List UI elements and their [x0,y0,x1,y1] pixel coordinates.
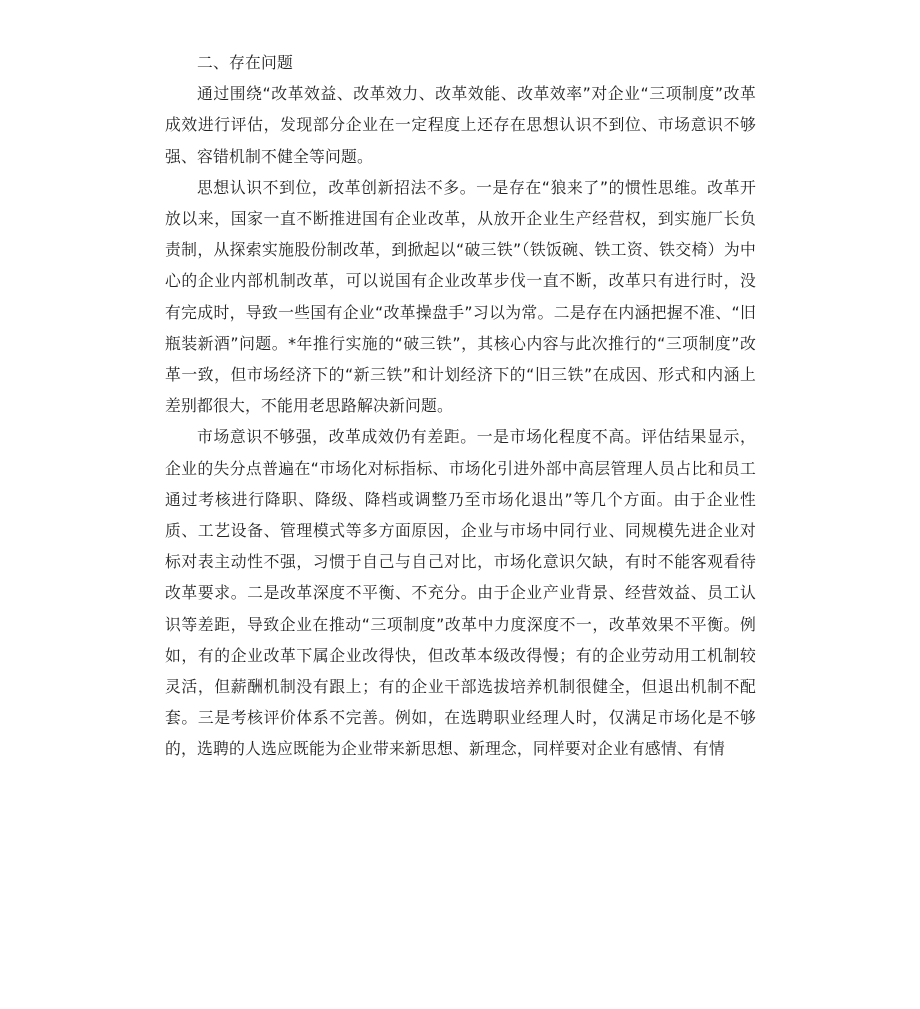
paragraph-thinking: 思想认识不到位，改革创新招法不多。一是存在“狼来了”的惯性思维。改革开放以来，国家一直不断推进国有企业改革，从放开企业生产经营权，到实施厂长负责制，从探索实施股份制改革，到掀起以“破三铁”（铁饭碗、铁工资、铁交椅）为中心的企业内部机制改革，可以说国有企业改革步伐一直不断，改革只有进行时，没有完成时，导致一些国有企业“改革操盘手”习以为常。二是存在内涵把握不准、“旧瓶装新酒”问题。*年推行实施的“破三铁”，其核心内容与此次推行的“三项制度”改革一致，但市场经济下的“新三铁”和计划经济下的“旧三铁”在成因、形式和内涵上差别都很大，不能用老思路解决新问题。 [165,177,756,416]
paragraph-overview: 通过围绕“改革效益、改革效力、改革效能、改革效率”对企业“三项制度”改革成效进行评估，发现部分企业在一定程度上还存在思想认识不到位、市场意识不够强、容错机制不健全等问题。 [165,84,756,166]
document-page [165,47,756,765]
section-heading: 二、存在问题 [197,53,293,72]
paragraph-market: 市场意识不够强，改革成效仍有差距。一是市场化程度不高。评估结果显示，企业的失分点普遍在“市场化对标指标、市场化引进外部中高层管理人员占比和员工通过考核进行降职、降级、降档或调整乃至市场化退出”等几个方面。由于企业性质、工艺设备、管理模式等多方面原因，企业与市场中同行业、同规模先进企业对标对表主动性不强，习惯于自己与自己对比，市场化意识欠缺，有时不能客观看待改革要求。二是改革深度不平衡、不充分。由于企业产业背景、经营效益、员工认识等差距，导致企业在推动“三项制度”改革中力度深度不一，改革效果不平衡。例如，有的企业改革下属企业改得快，但改革本级改得慢；有的企业劳动用工机制较灵活，但薪酬机制没有跟上；有的企业干部选拔培养机制很健全，但退出机制不配套。三是考核评价体系不完善。例如，在选聘职业经理人时，仅满足市场化是不够的，选聘的人选应既能为企业带来新思想、新理念，同样要对企业有感情、有情 [165,427,756,759]
